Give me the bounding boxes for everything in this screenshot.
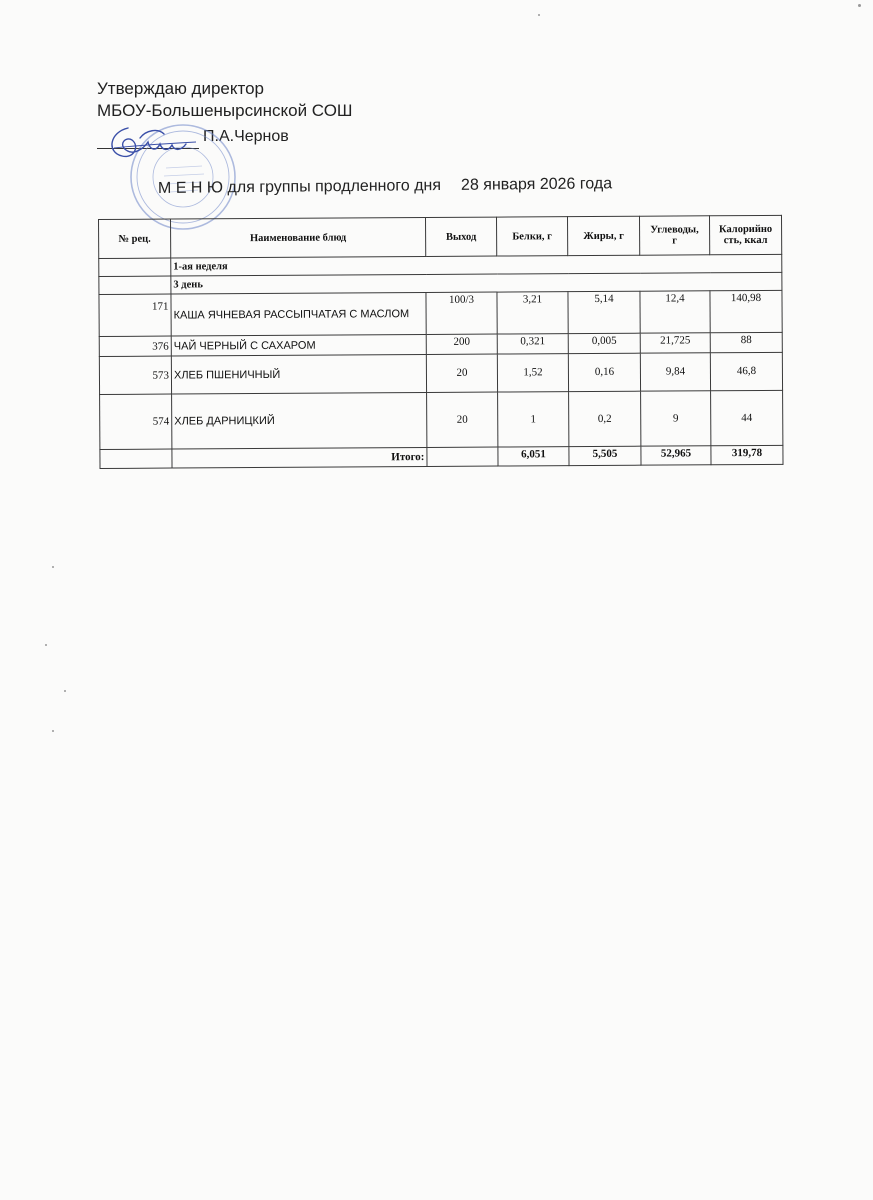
week-label: 1-ая неделя xyxy=(171,254,782,276)
carbs-value: 9 xyxy=(641,391,711,446)
scan-speck xyxy=(858,4,861,7)
day-label: 3 день xyxy=(171,272,782,294)
carbs-value: 21,725 xyxy=(640,333,710,353)
total-label: Итого: xyxy=(172,447,427,468)
table-row xyxy=(99,290,782,336)
menu-title xyxy=(158,175,612,198)
header-calories-line-1: Калорийно xyxy=(718,223,773,236)
total-carbs: 52,965 xyxy=(641,446,711,465)
fat-value: 0,16 xyxy=(568,353,640,391)
scan-speck xyxy=(538,14,540,16)
table-row xyxy=(100,390,783,449)
scan-speck xyxy=(52,730,54,732)
total-kcal: 319,78 xyxy=(711,445,783,464)
dish-name: КАША ЯЧНЕВАЯ РАССЫПЧАТАЯ С МАСЛОМ xyxy=(171,292,426,336)
rec-number: 171 xyxy=(99,294,171,336)
header-output: Выход xyxy=(425,217,496,256)
table-header-row xyxy=(99,215,782,258)
output-value: 100/3 xyxy=(426,292,497,334)
rec-number: 573 xyxy=(99,356,171,394)
header-carbs-line-1: Углеводы, xyxy=(650,224,699,236)
table-row xyxy=(99,352,782,394)
signer-name: П.А.Чернов xyxy=(203,128,289,145)
rec-number: 574 xyxy=(100,394,172,449)
menu-title-text: М Е Н Ю для группы продленного дня xyxy=(157,177,442,197)
header-carbs-line-2: г xyxy=(672,235,678,247)
header-calories xyxy=(709,215,781,254)
kcal-value: 140,98 xyxy=(710,290,782,332)
fat-value: 5,14 xyxy=(568,291,640,333)
menu-date: 28 января 2026 года xyxy=(460,175,613,194)
total-fat: 5,505 xyxy=(569,446,641,465)
approval-block xyxy=(97,78,353,122)
scan-speck xyxy=(64,690,66,692)
carbs-value: 9,84 xyxy=(640,353,710,391)
output-value: 20 xyxy=(427,392,498,447)
kcal-value: 88 xyxy=(710,332,782,352)
header-calories-line-2: сть, ккал xyxy=(723,234,768,247)
handwritten-signature xyxy=(100,118,210,178)
carbs-value: 12,4 xyxy=(640,291,710,333)
fat-value: 0,005 xyxy=(568,333,640,353)
header-carbs xyxy=(639,216,709,255)
kcal-value: 44 xyxy=(711,390,783,445)
approval-line-2: МБОУ-Большенырсинской СОШ xyxy=(97,101,353,120)
header-dish-name: Наименование блюд xyxy=(171,217,426,258)
output-value: 20 xyxy=(426,354,497,392)
protein-value: 1,52 xyxy=(497,354,568,392)
scan-speck xyxy=(52,566,54,568)
protein-value: 0,321 xyxy=(497,334,568,354)
header-protein: Белки, г xyxy=(496,217,567,256)
dish-name: ЧАЙ ЧЕРНЫЙ С САХАРОМ xyxy=(171,334,426,356)
menu-table xyxy=(98,215,784,469)
dish-name: ХЛЕБ ПШЕНИЧНЫЙ xyxy=(171,354,426,394)
header-rec-number: № рец. xyxy=(99,219,171,258)
dish-name: ХЛЕБ ДАРНИЦКИЙ xyxy=(172,392,427,449)
approval-line-1: Утверждаю директор xyxy=(97,79,265,98)
total-protein: 6,051 xyxy=(498,447,569,466)
kcal-value: 46,8 xyxy=(710,352,782,390)
header-fat: Жиры, г xyxy=(567,216,639,255)
rec-number: 376 xyxy=(99,336,171,356)
total-row xyxy=(100,445,783,468)
output-value: 200 xyxy=(426,334,497,354)
protein-value: 1 xyxy=(498,392,569,447)
protein-value: 3,21 xyxy=(497,292,568,334)
scan-speck xyxy=(45,644,47,646)
fat-value: 0,2 xyxy=(569,391,641,446)
